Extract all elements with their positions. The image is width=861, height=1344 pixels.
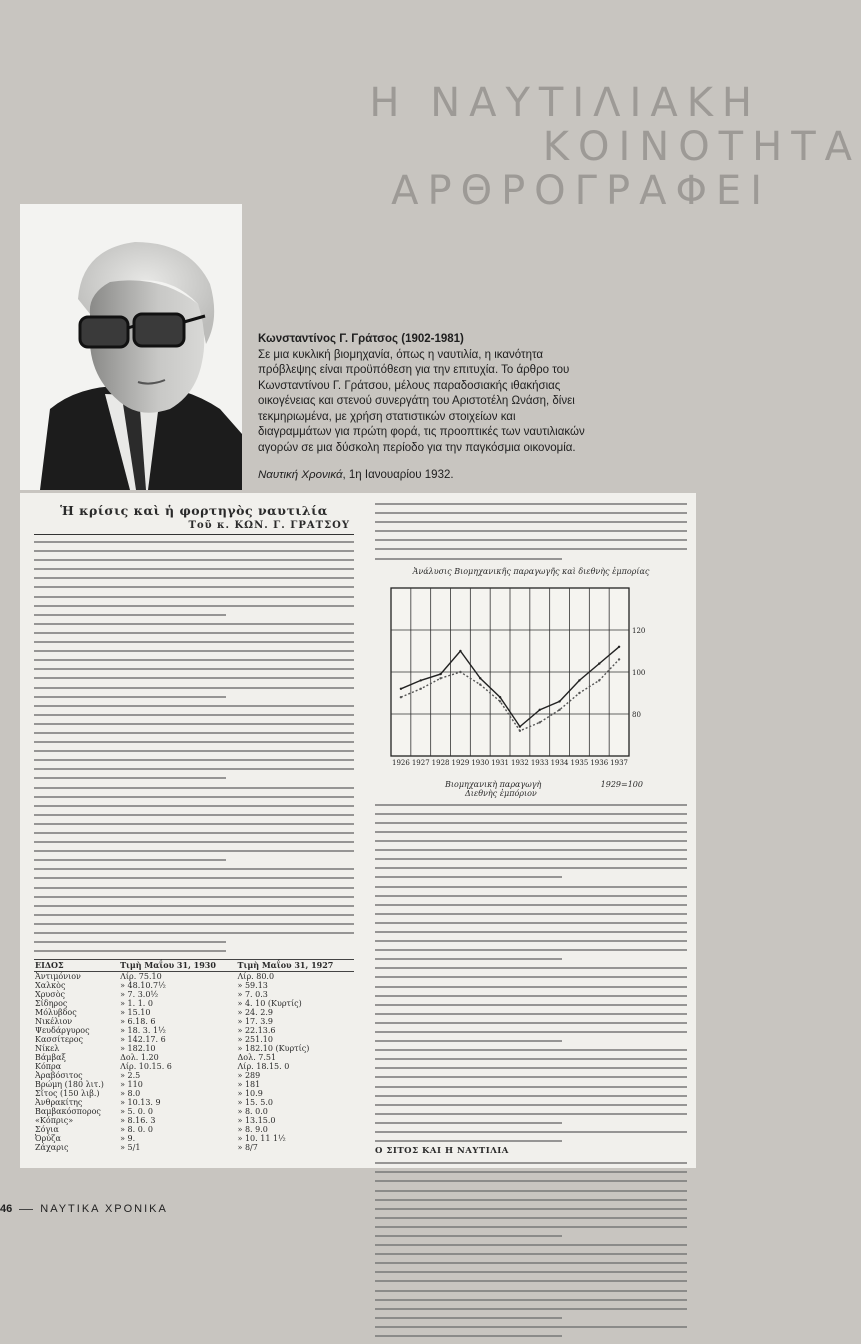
- text-line: [375, 849, 687, 851]
- footer-dash: [19, 1209, 33, 1210]
- text-line: [34, 741, 354, 743]
- title-line-3: ΑΡΘΡΟΓΡΑΦΕΙ: [391, 168, 771, 214]
- text-line: [375, 976, 687, 978]
- chart-point: [598, 679, 600, 681]
- table-row: [34, 1044, 354, 1053]
- text-line: [34, 605, 354, 607]
- chart-y-tick-label: 100: [632, 668, 646, 677]
- chart-point: [519, 725, 521, 727]
- table-cell: » 8. 9.0: [237, 1125, 268, 1135]
- table-cell: » 289: [237, 1071, 261, 1081]
- text-line: [34, 586, 354, 588]
- table-row: [34, 1008, 354, 1017]
- text-line: [34, 750, 354, 752]
- text-line: [375, 1208, 687, 1210]
- table-cell: Σῖτος (150 λιβ.): [35, 1089, 100, 1099]
- text-line: [375, 967, 687, 969]
- table-cell: Χαλκὸς: [35, 981, 66, 991]
- text-line: [34, 877, 354, 879]
- table-row: [34, 981, 354, 990]
- text-line: [375, 1076, 687, 1078]
- text-line: [375, 1049, 687, 1051]
- chart-y-tick-label: 120: [632, 626, 646, 635]
- text-line: [34, 823, 354, 825]
- table-cell: Ἀντιμόνιον: [35, 972, 81, 982]
- table-cell: » 10.13. 9: [120, 1098, 161, 1108]
- chart-legend-industrial: Βιομηχανικὴ παραγωγὴ: [445, 779, 542, 789]
- table-cell: » 181: [237, 1080, 261, 1090]
- text-line: [34, 805, 354, 807]
- table-cell: » 5/1: [120, 1143, 141, 1153]
- table-cell: Ψευδάργυρος: [35, 1026, 90, 1036]
- text-line: [375, 886, 687, 888]
- text-line: [34, 841, 354, 843]
- text-line: [375, 1104, 687, 1106]
- table-cell: Βρώμη (180 λιτ.): [35, 1080, 104, 1090]
- caption-source-publication: Ναυτική Χρονικά: [258, 469, 343, 481]
- table-row: [34, 999, 354, 1008]
- table-cell: » 48.10.7½: [120, 981, 166, 991]
- text-line: [375, 1131, 687, 1133]
- text-line: [34, 950, 226, 952]
- article-text-block: [375, 804, 687, 1142]
- chart-point: [539, 708, 541, 710]
- text-line: [34, 896, 354, 898]
- production-chart: [375, 580, 687, 798]
- article-text-block: [375, 503, 687, 560]
- text-line: [375, 1086, 687, 1088]
- table-cell: » 15. 5.0: [237, 1098, 273, 1108]
- chart-x-tick-label: 1929: [451, 758, 470, 767]
- text-line: [34, 550, 354, 552]
- newspaper-clipping: [20, 493, 696, 1168]
- text-line: [34, 623, 354, 625]
- text-line: [375, 512, 687, 514]
- text-line: [375, 1235, 562, 1237]
- text-line: [375, 804, 687, 806]
- chart-point: [439, 677, 441, 679]
- table-row: [34, 1017, 354, 1026]
- text-line: [375, 539, 687, 541]
- text-line: [375, 558, 562, 560]
- chart-point: [558, 700, 560, 702]
- text-line: [375, 1326, 687, 1328]
- text-line: [34, 577, 354, 579]
- text-line: [34, 541, 354, 543]
- text-line: [34, 659, 354, 661]
- table-cell: » 8. 0.0: [237, 1107, 268, 1117]
- text-line: [34, 687, 354, 689]
- chart-x-tick-label: 1935: [570, 758, 589, 767]
- text-line: [34, 705, 354, 707]
- table-cell: » 7. 3.0½: [120, 990, 159, 1000]
- text-line: [34, 677, 354, 679]
- table-row: [34, 1125, 354, 1134]
- text-line: [375, 1162, 687, 1164]
- text-line: [34, 859, 226, 861]
- text-line: [34, 932, 354, 934]
- photo-caption: [258, 332, 588, 484]
- text-line: [375, 1244, 687, 1246]
- chart-x-tick-label: 1937: [610, 758, 628, 767]
- text-line: [34, 559, 354, 561]
- text-line: [34, 650, 354, 652]
- table-row: [34, 990, 354, 999]
- chart-svg: [375, 580, 646, 776]
- text-line: [375, 858, 687, 860]
- chart-x-tick-label: 1928: [431, 758, 450, 767]
- table-cell: Νικέλιον: [35, 1017, 73, 1027]
- chart-point: [479, 677, 481, 679]
- page-footer: [0, 1203, 168, 1215]
- text-line: [375, 1190, 687, 1192]
- table-cell: » 251.10: [237, 1035, 273, 1045]
- table-cell: » 8. 0. 0: [120, 1125, 153, 1135]
- chart-point: [400, 687, 402, 689]
- chart-x-tick-label: 1932: [511, 758, 529, 767]
- table-cell: » 24. 2.9: [237, 1008, 273, 1018]
- table-cell: Νίκελ: [35, 1044, 60, 1054]
- page-number: 46: [0, 1203, 13, 1215]
- article-text-block: [34, 541, 354, 952]
- table-cell: Σίδηρος: [35, 999, 68, 1009]
- table-cell: Μόλυβδος: [35, 1008, 77, 1018]
- text-line: [375, 1335, 562, 1337]
- table-cell: «Κόπρις»: [35, 1116, 74, 1126]
- chart-title: Ἀνάλυσις Βιομηχανικῆς παραγωγῆς καὶ διεθνὴς ἐμπορίας: [412, 566, 650, 576]
- chart-point: [459, 649, 461, 651]
- text-line: [375, 813, 687, 815]
- table-cell: » 1. 1. 0: [120, 999, 153, 1009]
- text-line: [375, 1013, 687, 1015]
- text-line: [34, 668, 354, 670]
- table-cell: » 15.10: [120, 1008, 151, 1018]
- chart-legend-trade: Διεθνὴς ἐμπόριον: [465, 788, 537, 798]
- text-line: [375, 1122, 562, 1124]
- text-line: [34, 905, 354, 907]
- table-cell: Ἀνθρακίτης: [35, 1098, 83, 1108]
- caption-body: Σε μια κυκλική βιομηχανία, όπως η ναυτιλία, η ικανότητα πρόβλεψης είναι προϋπόθεση για την επιτυχία. Το άρθρο του Κωνσταντίνου Γ. Γράτσου, μέλους παραδοσιακής ιθακήσιας οικογένειας και στενού συνεργάτη του Αριστοτέλη Ωνάση, δίνει τεκμηριωμένα, με χρήση στατιστικών στοιχείων και διαγραμμάτων για πρώτη φορά, τις προοπτικές των ναυτιλιακών αγορών σε μια δύσκολη περίοδο για την παγκόσμια οικονομία.: [258, 348, 585, 454]
- table-cell: Δολ. 7.51: [237, 1053, 277, 1063]
- article-subheading: Ο ΣΙΤΟΣ ΚΑΙ Η ΝΑΥΤΙΛΙΑ: [375, 1146, 509, 1157]
- text-line: [34, 714, 354, 716]
- table-row: [34, 972, 354, 982]
- magazine-name: ΝΑΥΤΙΚΑ ΧΡΟΝΙΚΑ: [40, 1203, 168, 1215]
- title-line-1: Η ΝΑΥΤΙΛΙΑΚΗ: [369, 80, 761, 126]
- table-row: [34, 1098, 354, 1107]
- text-line: [34, 632, 354, 634]
- text-line: [375, 1113, 687, 1115]
- clipping-left-column: [34, 503, 354, 1152]
- table-row: [34, 1107, 354, 1116]
- table-row: [34, 1134, 354, 1143]
- table-cell: » 8/7: [237, 1143, 258, 1153]
- chart-point: [519, 729, 521, 731]
- text-line: [375, 1308, 687, 1310]
- chart-x-tick-label: 1926: [392, 758, 410, 767]
- table-row: [34, 1026, 354, 1035]
- table-cell: » 13.15.0: [237, 1116, 276, 1126]
- text-line: [34, 568, 354, 570]
- text-line: [34, 914, 354, 916]
- table-cell: » 7. 0.3: [237, 990, 268, 1000]
- chart-point: [499, 700, 501, 702]
- chart-point: [578, 679, 580, 681]
- text-line: [375, 503, 687, 505]
- chart-point: [578, 691, 580, 693]
- text-line: [375, 1058, 687, 1060]
- text-line: [34, 777, 226, 779]
- table-cell: » 10.9: [237, 1089, 263, 1099]
- text-line: [34, 887, 354, 889]
- text-line: [375, 1271, 687, 1273]
- text-line: [34, 641, 354, 643]
- table-row: [34, 1143, 354, 1152]
- table-cell: Ὀρύζα: [35, 1134, 61, 1144]
- text-line: [34, 759, 354, 761]
- text-line: [34, 732, 354, 734]
- chart-point: [400, 696, 402, 698]
- article-title: Ἡ κρίσις καὶ ἡ φορτηγὸς ναυτιλία: [60, 503, 328, 518]
- table-cell: Χρυσὸς: [35, 990, 66, 1000]
- table-row: [34, 1035, 354, 1044]
- table-row: [34, 1080, 354, 1089]
- chart-x-tick-label: 1933: [530, 758, 549, 767]
- chart-x-tick-label: 1927: [411, 758, 430, 767]
- text-line: [375, 1180, 687, 1182]
- text-line: [375, 1004, 687, 1006]
- table-cell: Λίρ. 18.15. 0: [237, 1062, 290, 1072]
- title-line-2: ΚΟΙΝΟΤΗΤΑ: [542, 124, 861, 170]
- text-line: [375, 1262, 687, 1264]
- text-line: [375, 1067, 687, 1069]
- chart-x-tick-label: 1930: [471, 758, 490, 767]
- text-line: [375, 958, 562, 960]
- chart-point: [539, 721, 541, 723]
- text-line: [375, 1095, 687, 1097]
- price-table: [34, 959, 354, 1152]
- table-cell: » 9.: [120, 1134, 136, 1144]
- table-cell: » 4. 10 (Κυρτίς): [237, 999, 302, 1009]
- text-line: [34, 832, 354, 834]
- text-line: [375, 931, 687, 933]
- text-line: [375, 1280, 687, 1282]
- table-cell: » 142.17. 6: [120, 1035, 166, 1045]
- table-cell: Κασσίτερος: [35, 1035, 84, 1045]
- article-author: Τοῦ κ. ΚΩΝ. Γ. ΓΡΑΤΣΟΥ: [188, 520, 350, 531]
- table-row: [34, 1089, 354, 1098]
- text-line: [375, 831, 687, 833]
- clipping-right-column: [375, 497, 687, 1344]
- text-line: [375, 822, 687, 824]
- text-line: [34, 796, 354, 798]
- text-line: [375, 1317, 562, 1319]
- text-line: [375, 913, 687, 915]
- chart-point: [618, 658, 620, 660]
- text-line: [375, 1140, 562, 1142]
- table-cell: » 2.5: [120, 1071, 141, 1081]
- table-cell: Λίρ. 80.0: [237, 972, 275, 982]
- table-header-1930: Τιμὴ Μαΐου 31, 1930: [119, 960, 236, 972]
- text-line: [34, 787, 354, 789]
- text-line: [375, 840, 687, 842]
- table-cell: Κόπρα: [35, 1062, 62, 1072]
- text-line: [34, 850, 354, 852]
- table-header-item: ΕΙΔΟΣ: [34, 960, 119, 972]
- text-line: [375, 949, 687, 951]
- table-cell: » 8.0: [120, 1089, 141, 1099]
- chart-point: [558, 708, 560, 710]
- table-cell: » 59.13: [237, 981, 268, 991]
- table-cell: Βαμβακόσπορος: [35, 1107, 101, 1117]
- table-cell: Ζάχαρις: [35, 1143, 69, 1153]
- text-line: [375, 940, 687, 942]
- chart-x-tick-label: 1936: [590, 758, 609, 767]
- table-row: [34, 1053, 354, 1062]
- table-cell: » 110: [120, 1080, 143, 1090]
- text-line: [375, 986, 687, 988]
- table-cell: » 10. 11 1½: [237, 1134, 286, 1144]
- chart-point: [499, 696, 501, 698]
- text-line: [375, 1290, 687, 1292]
- title-rule: [34, 534, 354, 535]
- text-line: [375, 1217, 687, 1219]
- caption-source-date: , 1η Ιανουαρίου 1932.: [342, 469, 454, 481]
- text-line: [375, 876, 562, 878]
- table-cell: » 8.16. 3: [120, 1116, 156, 1126]
- chart-legend-base: 1929=100: [600, 779, 643, 789]
- chart-point: [459, 670, 461, 672]
- table-cell: Ἀραβόσιτος: [35, 1071, 83, 1081]
- portrait-photo: [20, 204, 242, 490]
- text-line: [375, 1226, 687, 1228]
- table-header-1927: Τιμὴ Μαΐου 31, 1927: [237, 960, 354, 972]
- table-cell: » 182.10: [120, 1044, 156, 1054]
- table-row: [34, 1116, 354, 1125]
- caption-name: Κωνσταντίνος Γ. Γράτσος (1902-1981): [258, 333, 464, 345]
- caption-source: [258, 468, 588, 484]
- text-line: [34, 768, 354, 770]
- table-cell: » 182.10 (Κυρτίς): [237, 1044, 310, 1054]
- text-line: [375, 995, 687, 997]
- text-line: [375, 867, 687, 869]
- text-line: [375, 922, 687, 924]
- table-cell: » 17. 3.9: [237, 1017, 273, 1027]
- table-cell: Λίρ. 75.10: [120, 972, 162, 982]
- text-line: [34, 596, 354, 598]
- chart-point: [420, 687, 422, 689]
- text-line: [34, 614, 226, 616]
- text-line: [34, 868, 354, 870]
- text-line: [375, 1253, 687, 1255]
- text-line: [375, 904, 687, 906]
- chart-point: [618, 645, 620, 647]
- chart-point: [439, 673, 441, 675]
- text-line: [375, 895, 687, 897]
- text-line: [34, 723, 354, 725]
- chart-point: [479, 683, 481, 685]
- chart-point: [598, 662, 600, 664]
- text-line: [34, 696, 226, 698]
- text-line: [375, 1040, 562, 1042]
- table-cell: » 22.13.6: [237, 1026, 276, 1036]
- table-row: [34, 1071, 354, 1080]
- text-line: [34, 814, 354, 816]
- table-cell: Βάμβαξ: [35, 1053, 66, 1063]
- table-cell: Λίρ. 10.15. 6: [120, 1062, 172, 1072]
- table-cell: » 18. 3. 1½: [120, 1026, 166, 1036]
- text-line: [34, 941, 226, 943]
- text-line: [375, 530, 687, 532]
- text-line: [34, 923, 354, 925]
- chart-x-tick-label: 1931: [491, 758, 509, 767]
- article-text-block: [375, 1162, 687, 1337]
- text-line: [375, 1299, 687, 1301]
- text-line: [375, 1031, 687, 1033]
- table-cell: Δολ. 1.20: [120, 1053, 159, 1063]
- chart-x-tick-label: 1934: [550, 758, 569, 767]
- text-line: [375, 1199, 687, 1201]
- chart-y-tick-label: 80: [632, 710, 641, 719]
- text-line: [375, 548, 687, 550]
- text-line: [375, 521, 687, 523]
- text-line: [375, 1022, 687, 1024]
- table-cell: » 6.18. 6: [120, 1017, 156, 1027]
- text-line: [375, 1171, 687, 1173]
- table-row: [34, 1062, 354, 1071]
- table-cell: » 5. 0. 0: [120, 1107, 153, 1117]
- table-cell: Σόγια: [35, 1125, 59, 1135]
- chart-point: [420, 679, 422, 681]
